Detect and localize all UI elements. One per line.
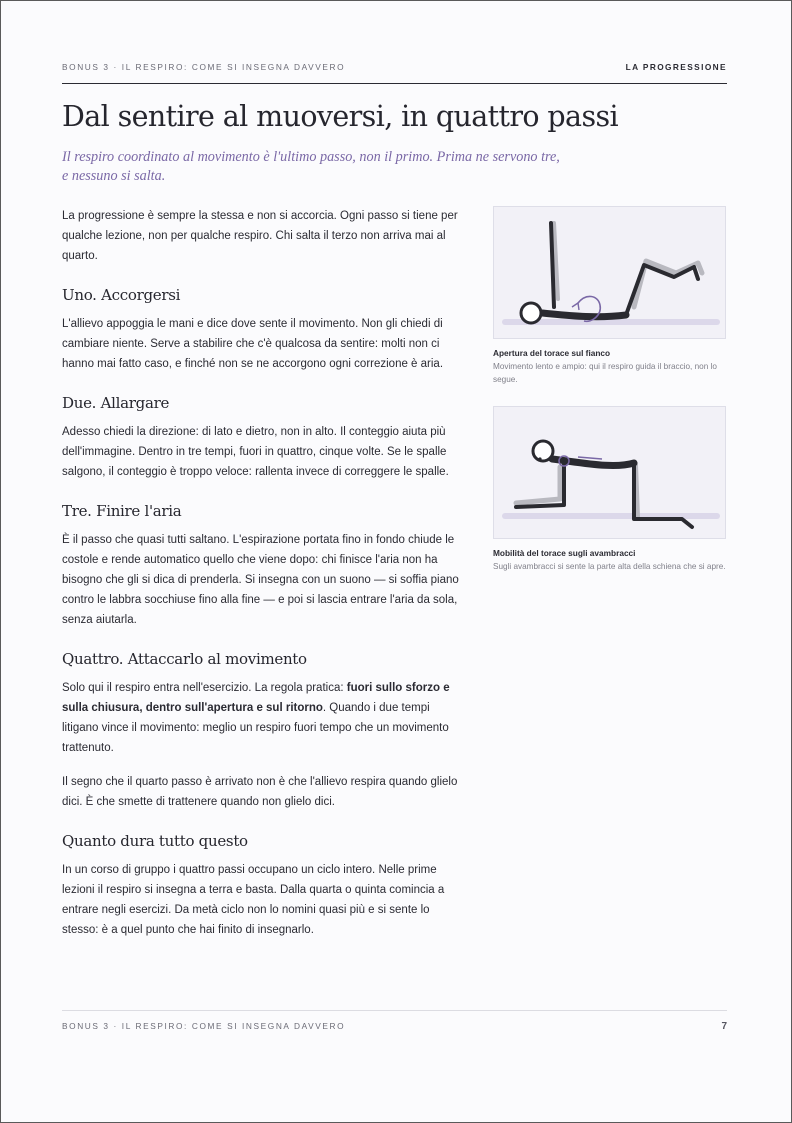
- running-title: BONUS 3 · IL RESPIRO: COME SI INSEGNA DAVVERO: [62, 62, 346, 72]
- step-heading-3: Tre. Finire l'aria: [62, 502, 182, 520]
- figure-title-2: Mobilità del torace sugli avambracci: [493, 548, 636, 558]
- header-divider: [62, 83, 727, 84]
- step-heading-1: Uno. Accorgersi: [62, 286, 181, 304]
- step-text-4-post: . Quando i due tempi litigano vince il movimento: meglio un respiro fuori tempo che un movimento trattenuto.: [62, 702, 449, 754]
- footer: [62, 1021, 727, 1031]
- step-text-4b: Il segno che il quarto passo è arrivato non è che l'allievo respira quando glielo dici. È che smette di trattenere quando non glielo dici.: [62, 776, 458, 808]
- footer-running-title: BONUS 3 · IL RESPIRO: COME SI INSEGNA DAVVERO: [62, 1021, 346, 1031]
- figure-side-opening: [493, 206, 726, 386]
- step-text-4: [62, 678, 462, 758]
- figure-forearm-mobility: [493, 406, 726, 573]
- figure-caption-2: Sugli avambracci si sente la parte alta della schiena che si apre.: [493, 562, 726, 571]
- figure-image-forearms: [493, 406, 726, 539]
- step-heading-4: Quattro. Attaccarlo al movimento: [62, 650, 307, 668]
- breathing-rule: fuori sullo sforzo e sulla chiusura, dentro sull'apertura e sul ritorno: [62, 682, 450, 714]
- figure-image-side-lying: [493, 206, 726, 339]
- duration-heading: Quanto dura tutto questo: [62, 832, 248, 850]
- main-column: [62, 206, 462, 954]
- step-text-1: L'allievo appoggia le mani e dice dove sente il movimento. Non gli chiedi di cambiare niente. Serve a stabilire che c'è qualcosa da sentire: molti non ci hanno mai fatto caso, e finché non se ne accorgono ogni correzione è aria.: [62, 318, 444, 370]
- figure-caption-1: Movimento lento e ampio: qui il respiro guida il braccio, non lo segue.: [493, 362, 717, 384]
- running-header: [62, 62, 727, 76]
- step-text-4-pre: Solo qui il respiro entra nell'esercizio. La regola pratica:: [62, 682, 347, 694]
- intro-paragraph: La progressione è sempre la stessa e non si accorcia. Ogni passo si tiene per qualche lezione, non per qualche respiro. Chi salta il terzo non arriva mai al quarto.: [62, 210, 458, 262]
- figure-title-1: Apertura del torace sul fianco: [493, 348, 611, 358]
- step-text-3: È il passo che quasi tutti saltano. L'espirazione portata fino in fondo chiude le costole e rende automatico quello che viene dopo: chi finisce l'aria non ha bisogno che gli si dica di prenderla. Si insegna con un suono — si soffia piano contro le labbra socchiuse fino alla fine — e poi si lascia entrare l'aria da sola, senza aiutarla.: [62, 534, 459, 626]
- side-lying-illustration: [494, 207, 725, 338]
- page-title: Dal sentire al muoversi, in quattro passi: [62, 100, 619, 133]
- lead-paragraph: Il respiro coordinato al movimento è l'ultimo passo, non il primo. Prima ne servono tre, e nessuno si salta.: [62, 149, 560, 184]
- step-heading-2: Due. Allargare: [62, 394, 170, 412]
- footer-divider: [62, 1010, 727, 1011]
- page-number: 7: [721, 1021, 727, 1032]
- mat: [502, 513, 720, 519]
- section-label: LA PROGRESSIONE: [625, 62, 727, 72]
- duration-text: In un corso di gruppo i quattro passi occupano un ciclo intero. Nelle prime lezioni il respiro si insegna a terra e basta. Dalla quarta o quinta comincia a entrare negli esercizi. Da metà ciclo non lo nomini quasi più e si sente lo stesso: è a quel punto che hai finito di insegnarlo.: [62, 864, 445, 936]
- step-text-2: Adesso chiedi la direzione: di lato e dietro, non in alto. Il conteggio aiuta più dell'immagine. Dentro in tre tempi, fuori in quattro, cinque volte. Se le spalle salgono, il conteggio è troppo veloce: rallenta invece di correggere le spalle.: [62, 426, 449, 478]
- forearm-plank-illustration: [494, 407, 725, 538]
